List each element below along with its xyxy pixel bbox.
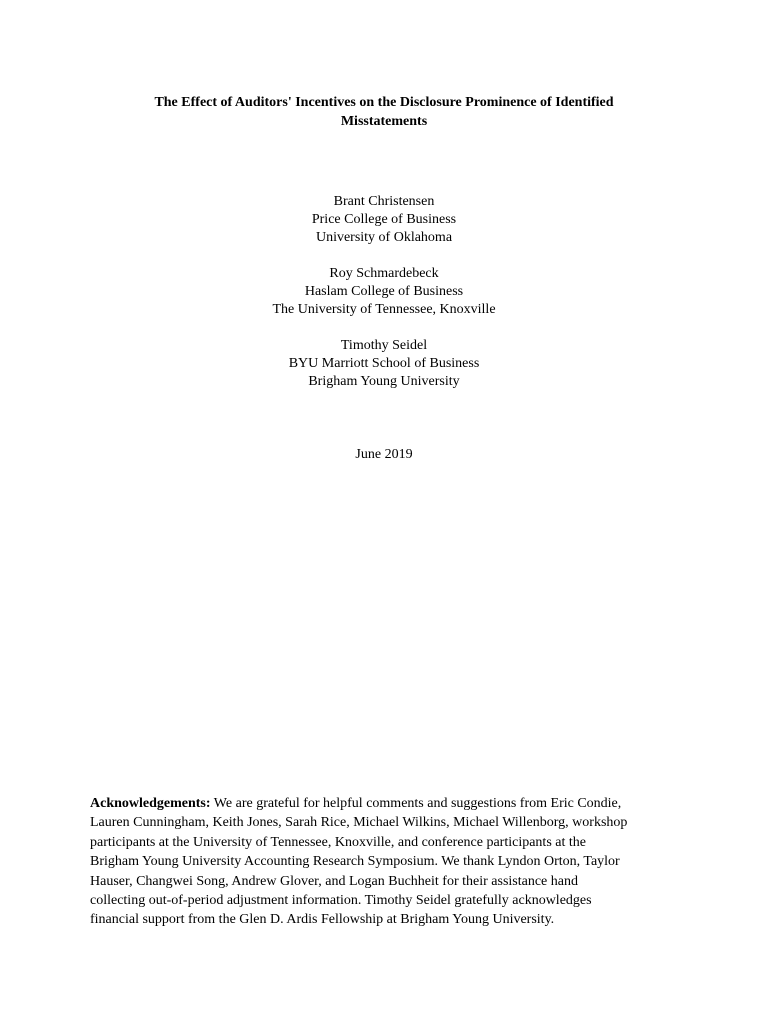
acknowledgements-line-1 bbox=[90, 794, 680, 813]
paper-title-line-1: The Effect of Auditors' Incentives on the Disclosure Prominence of Identified bbox=[154, 95, 614, 110]
acknowledgements-line: participants at the University of Tennessee, Knoxville, and conference participants at the bbox=[90, 834, 586, 850]
author-institution: University of Oklahoma bbox=[315, 230, 453, 245]
author-department: BYU Marriott School of Business bbox=[288, 356, 480, 371]
publication-date: June 2019 bbox=[355, 447, 413, 462]
acknowledgements-line: Lauren Cunningham, Keith Jones, Sarah Rice, Michael Wilkins, Michael Willenborg, workshop bbox=[90, 815, 628, 831]
author-institution: The University of Tennessee, Knoxville bbox=[272, 302, 496, 317]
author-block bbox=[134, 265, 634, 319]
author-department: Haslam College of Business bbox=[304, 284, 464, 299]
acknowledgements-line: Brigham Young University Accounting Research Symposium. We thank Lyndon Orton, Taylor bbox=[90, 854, 620, 870]
acknowledgements-line: financial support from the Glen D. Ardis Fellowship at Brigham Young University. bbox=[90, 912, 555, 928]
author-list bbox=[134, 193, 634, 409]
paper-title-line-2: Misstatements bbox=[340, 114, 428, 129]
acknowledgements-line: Hauser, Changwei Song, Andrew Glover, and Logan Buchheit for their assistance hand bbox=[90, 873, 578, 889]
author-institution: Brigham Young University bbox=[308, 374, 460, 389]
author-block bbox=[134, 337, 634, 391]
author-name: Timothy Seidel bbox=[340, 338, 428, 353]
acknowledgements-line: collecting out-of-period adjustment information. Timothy Seidel gratefully acknowledges bbox=[90, 893, 592, 909]
paper-title bbox=[120, 93, 648, 131]
author-block bbox=[134, 193, 634, 247]
acknowledgements-paragraph bbox=[90, 794, 680, 930]
acknowledgements-label: Acknowledgements: bbox=[90, 796, 211, 811]
author-name: Roy Schmardebeck bbox=[329, 266, 439, 281]
author-department: Price College of Business bbox=[311, 212, 457, 227]
acknowledgements-text: We are grateful for helpful comments and suggestions from Eric Condie, bbox=[210, 796, 622, 811]
author-name: Brant Christensen bbox=[333, 194, 435, 209]
